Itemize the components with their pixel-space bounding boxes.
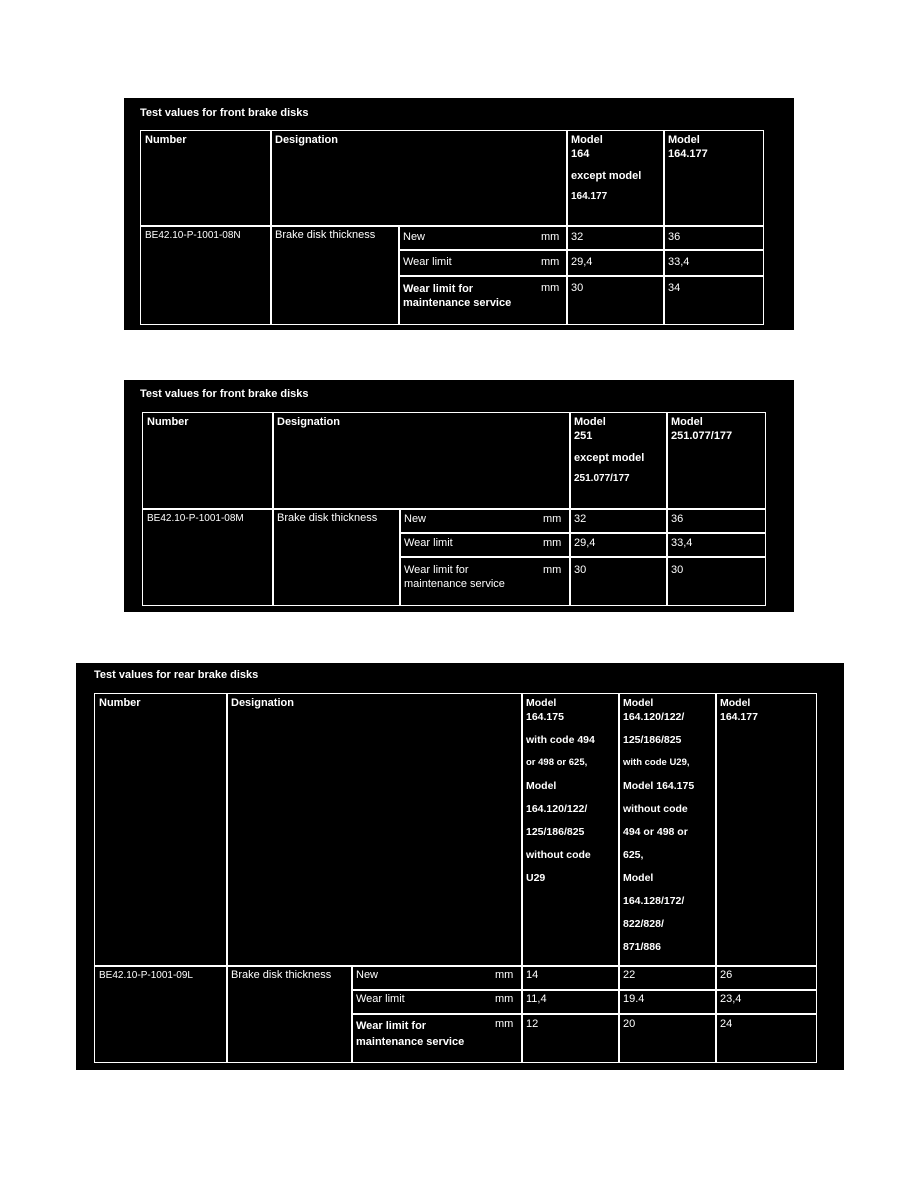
value-cell xyxy=(521,1013,620,1063)
value: 29,4 xyxy=(571,256,593,268)
value: 14 xyxy=(526,969,539,981)
value-cell xyxy=(663,249,764,277)
value: 33,4 xyxy=(671,537,693,549)
item-label: Wear limit xyxy=(356,993,405,1005)
value: 26 xyxy=(720,969,733,981)
item-label: Wear limit for xyxy=(356,1020,427,1032)
table-title: Test values for front brake disks xyxy=(140,388,309,400)
item-label: Wear limit for xyxy=(403,283,474,295)
designation-value: Brake disk thickness xyxy=(275,229,376,241)
model-header-line: 164.177 xyxy=(571,191,608,202)
model-header-cell xyxy=(666,412,766,510)
item-label-cell xyxy=(399,556,571,606)
item-label-cell xyxy=(351,1013,523,1063)
item-label: Wear limit xyxy=(403,256,452,268)
unit-label: mm xyxy=(495,993,514,1005)
model-header-line: Model xyxy=(526,697,557,709)
model-header-line: 164.177 xyxy=(720,711,758,723)
test-values-panel-3 xyxy=(76,663,844,1070)
model-header-line: 494 or 498 or xyxy=(623,826,688,838)
designation-header: Designation xyxy=(277,416,340,428)
item-label-cell xyxy=(399,532,571,558)
designation-header-cell xyxy=(270,130,568,227)
number-cell xyxy=(140,225,272,325)
value: 23,4 xyxy=(720,993,742,1005)
value-cell xyxy=(715,1013,817,1063)
value-cell xyxy=(663,275,764,325)
value: 12 xyxy=(526,1018,539,1030)
model-header-cell xyxy=(566,130,665,227)
item-label-line2: maintenance service xyxy=(403,297,512,309)
value: 32 xyxy=(574,513,587,525)
model-header-line: 164.128/172/ xyxy=(623,895,685,907)
model-header-line: Model xyxy=(720,697,751,709)
value: 20 xyxy=(623,1018,636,1030)
value-cell xyxy=(715,989,817,1015)
value: 36 xyxy=(671,513,684,525)
unit-label: mm xyxy=(541,282,560,294)
model-header-line: U29 xyxy=(526,872,546,884)
value: 19.4 xyxy=(623,993,645,1005)
item-label: Wear limit for xyxy=(404,564,469,576)
model-header-line: 251 xyxy=(574,430,593,442)
unit-label: mm xyxy=(543,513,562,525)
item-label-cell xyxy=(399,508,571,534)
item-label-cell xyxy=(398,275,568,325)
item-label-line2: maintenance service xyxy=(356,1036,465,1048)
model-header-line: 871/886 xyxy=(623,941,661,953)
item-label: New xyxy=(404,513,427,525)
model-header-line: 251.077/177 xyxy=(671,430,733,442)
number-header: Number xyxy=(147,416,189,428)
designation-cell xyxy=(270,225,400,325)
value-cell xyxy=(715,965,817,991)
unit-label: mm xyxy=(541,231,560,243)
model-header-line: Model xyxy=(526,780,557,792)
unit-label: mm xyxy=(541,256,560,268)
value: 22 xyxy=(623,969,636,981)
designation-value: Brake disk thickness xyxy=(277,512,378,524)
item-label-cell xyxy=(398,249,568,277)
value-cell xyxy=(618,989,717,1015)
model-header-line: Model 164.175 xyxy=(623,780,695,792)
value-cell xyxy=(663,225,764,251)
model-header-line: except model xyxy=(571,170,642,182)
model-header-line: 164.175 xyxy=(526,711,564,723)
value-cell xyxy=(618,965,717,991)
model-header-cell xyxy=(715,693,817,967)
model-header-line: 164 xyxy=(571,148,590,160)
item-label: New xyxy=(356,969,379,981)
value-cell xyxy=(666,508,766,534)
value-cell xyxy=(566,249,665,277)
designation-cell xyxy=(226,965,353,1063)
value-cell xyxy=(666,556,766,606)
model-header-cell xyxy=(663,130,764,227)
value-cell xyxy=(618,1013,717,1063)
value: 30 xyxy=(571,282,584,294)
value-cell xyxy=(569,508,668,534)
model-header-line: Model xyxy=(574,416,606,428)
unit-label: mm xyxy=(543,564,562,576)
model-header-cell xyxy=(521,693,620,967)
value: 24 xyxy=(720,1018,733,1030)
item-label-line2: maintenance service xyxy=(404,578,505,590)
model-header-line: Model xyxy=(668,134,700,146)
table-title: Test values for rear brake disks xyxy=(94,669,259,681)
model-header-line: 164.120/122/ xyxy=(623,711,685,723)
number-header: Number xyxy=(145,134,187,146)
model-header-cell xyxy=(618,693,717,967)
item-label-cell xyxy=(351,965,523,991)
unit-label: mm xyxy=(543,537,562,549)
item-label: New xyxy=(403,231,426,243)
value: 33,4 xyxy=(668,256,690,268)
value-cell xyxy=(566,225,665,251)
item-label-cell xyxy=(351,989,523,1015)
value: 11,4 xyxy=(526,993,547,1005)
model-header-line: 164.177 xyxy=(668,148,708,160)
model-header-line: Model xyxy=(623,872,654,884)
model-header-line: except model xyxy=(574,452,645,464)
model-header-cell xyxy=(569,412,668,510)
model-header-line: 125/186/825 xyxy=(526,826,585,838)
value-cell xyxy=(566,275,665,325)
number-header-cell xyxy=(140,130,272,227)
designation-header: Designation xyxy=(275,134,338,146)
value: 29,4 xyxy=(574,537,596,549)
item-label-cell xyxy=(398,225,568,251)
value: 34 xyxy=(668,282,681,294)
value-cell xyxy=(666,532,766,558)
model-header-line: Model xyxy=(571,134,603,146)
number-header-cell xyxy=(94,693,228,967)
designation-header: Designation xyxy=(231,697,294,709)
unit-label: mm xyxy=(495,1018,514,1030)
number-cell xyxy=(94,965,228,1063)
model-header-line: without code xyxy=(623,803,688,815)
value: 32 xyxy=(571,231,584,243)
value-cell xyxy=(521,965,620,991)
model-header-line: or 498 or 625, xyxy=(526,757,588,768)
number-value: BE42.10-P-1001-08M xyxy=(147,513,244,524)
item-label: Wear limit xyxy=(404,537,453,549)
designation-header-cell xyxy=(226,693,523,967)
model-header-line: 164.120/122/ xyxy=(526,803,588,815)
value-cell xyxy=(569,556,668,606)
model-header-line: Model xyxy=(623,697,654,709)
value: 30 xyxy=(574,564,587,576)
test-values-panel-1 xyxy=(124,98,794,330)
number-header-cell xyxy=(142,412,274,510)
value-cell xyxy=(569,532,668,558)
model-header-line: 822/828/ xyxy=(623,918,664,930)
designation-header-cell xyxy=(272,412,571,510)
model-header-line: with code U29, xyxy=(623,757,690,768)
value: 36 xyxy=(668,231,681,243)
model-header-line: with code 494 xyxy=(526,734,595,746)
model-header-line: 625, xyxy=(623,849,644,861)
model-header-line: without code xyxy=(526,849,591,861)
model-header-line: 125/186/825 xyxy=(623,734,682,746)
model-header-line: Model xyxy=(671,416,703,428)
value-cell xyxy=(521,989,620,1015)
number-value: BE42.10-P-1001-08N xyxy=(145,230,241,241)
number-value: BE42.10-P-1001-09L xyxy=(99,970,193,981)
unit-label: mm xyxy=(495,969,514,981)
number-header: Number xyxy=(99,697,141,709)
table-title: Test values for front brake disks xyxy=(140,107,309,119)
model-header-line: 251.077/177 xyxy=(574,473,630,484)
designation-cell xyxy=(272,508,401,606)
value: 30 xyxy=(671,564,684,576)
designation-value: Brake disk thickness xyxy=(231,969,332,981)
test-values-panel-2 xyxy=(124,380,794,612)
number-cell xyxy=(142,508,274,606)
